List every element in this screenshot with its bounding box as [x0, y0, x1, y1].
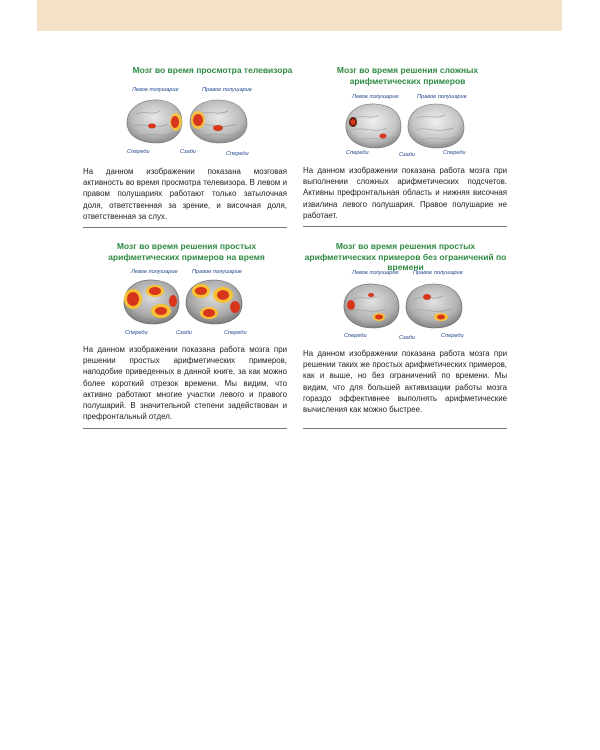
brain-scan-image	[121, 277, 246, 329]
panel-caption: На данном изображении показана работа мозга при решении таких же простых арифметических примеров, как и выше, но без ограничений по времени. Мы видим, что для большей активизации работы мозга гораздо эффективнее выполнять арифметические вычисления как можно быстрее.	[303, 349, 507, 415]
back-label: Сзади	[176, 330, 192, 336]
activation-spot	[437, 315, 445, 320]
activation-spot	[351, 119, 356, 125]
activation-spot	[148, 124, 156, 129]
panel-title-wrap	[303, 241, 508, 273]
activation-spot	[195, 287, 207, 295]
panel-caption: На данном изображении показана работа мозга при выполнении сложных арифметических подсчетов. Активны префронтальная область и нижняя височная извилина левого полушария. Правое полушарие не работает.	[303, 166, 507, 220]
activation-spot	[217, 290, 229, 300]
back-label: Сзади	[399, 335, 415, 341]
panel-caption: На данном изображении показана мозговая активность во время просмотра телевизора. В левом и правом полушариях работают только затылочная доля, ответственная за зрение, и височная доля, ответственная за слух.	[83, 167, 287, 221]
activation-spot	[213, 125, 223, 131]
activation-spot	[203, 309, 215, 317]
right-hemisphere-shape	[408, 104, 464, 148]
front-label: Спереди	[441, 333, 464, 339]
activation-spot	[155, 307, 167, 315]
activation-spot	[171, 116, 179, 128]
panel-title: Мозг во время решения сложных арифметических примеров	[336, 65, 479, 86]
activation-spot	[368, 293, 374, 297]
activation-spot	[347, 300, 355, 310]
panel-title-wrap	[305, 65, 510, 86]
back-label: Сзади	[180, 149, 196, 155]
panel-divider	[83, 428, 287, 429]
right-hemisphere-shape	[406, 284, 462, 328]
panel-caption: На данном изображении показана работа мозга при решении простых арифметических примеров, наподобие приведенных в данной книге, за как можно более короткий отрезок времени. Мы видим, что активно работают многие участки левого и правого полушарий. В значительной степени задействован и префронтальный отдел.	[83, 345, 287, 422]
activation-spot	[149, 287, 161, 295]
activation-spot	[193, 114, 203, 126]
activation-spot	[380, 134, 387, 139]
top-color-band	[37, 0, 562, 31]
panel-title: Мозг во время решения простых арифметических примеров без ограничений по времени	[304, 241, 507, 272]
brain-figure	[121, 277, 246, 329]
panel-divider	[303, 428, 507, 429]
brain-scan-image	[343, 100, 468, 152]
panel-title: Мозг во время решения простых арифметических примеров на время	[108, 241, 265, 262]
left-hemisphere-label: Левое полушарие	[131, 269, 178, 275]
front-label: Спереди	[226, 151, 249, 157]
brain-scan-image	[341, 281, 466, 333]
panel-title: Мозг во время просмотра телевизора	[132, 65, 293, 75]
back-label: Сзади	[399, 152, 415, 158]
activation-spot	[423, 294, 431, 300]
front-label: Спереди	[443, 150, 466, 156]
activation-spot	[169, 295, 177, 307]
left-hemisphere-label: Левое полушарие	[132, 87, 179, 93]
front-label: Спереди	[344, 333, 367, 339]
panel-divider	[83, 227, 287, 228]
left-hemisphere-label: Левое полушарие	[352, 94, 399, 100]
activation-spot	[127, 292, 139, 306]
right-hemisphere-label: Правое полушарие	[202, 87, 252, 93]
right-hemisphere-label: Правое полушарие	[413, 270, 463, 276]
front-label: Спереди	[346, 150, 369, 156]
brain-figure	[341, 281, 466, 333]
right-hemisphere-label: Правое полушарие	[417, 94, 467, 100]
brain-figure	[343, 100, 468, 152]
activation-spot	[375, 315, 383, 320]
brain-figure	[122, 96, 252, 148]
left-hemisphere-label: Левое полушарие	[352, 270, 399, 276]
activation-spot	[230, 301, 240, 313]
front-label: Спереди	[125, 330, 148, 336]
panel-divider	[303, 226, 507, 227]
brain-scan-image	[122, 96, 252, 148]
panel-title-wrap	[110, 65, 315, 76]
right-hemisphere-label: Правое полушарие	[192, 269, 242, 275]
front-label: Спереди	[127, 149, 150, 155]
front-label: Спереди	[224, 330, 247, 336]
panel-title-wrap	[84, 241, 289, 262]
